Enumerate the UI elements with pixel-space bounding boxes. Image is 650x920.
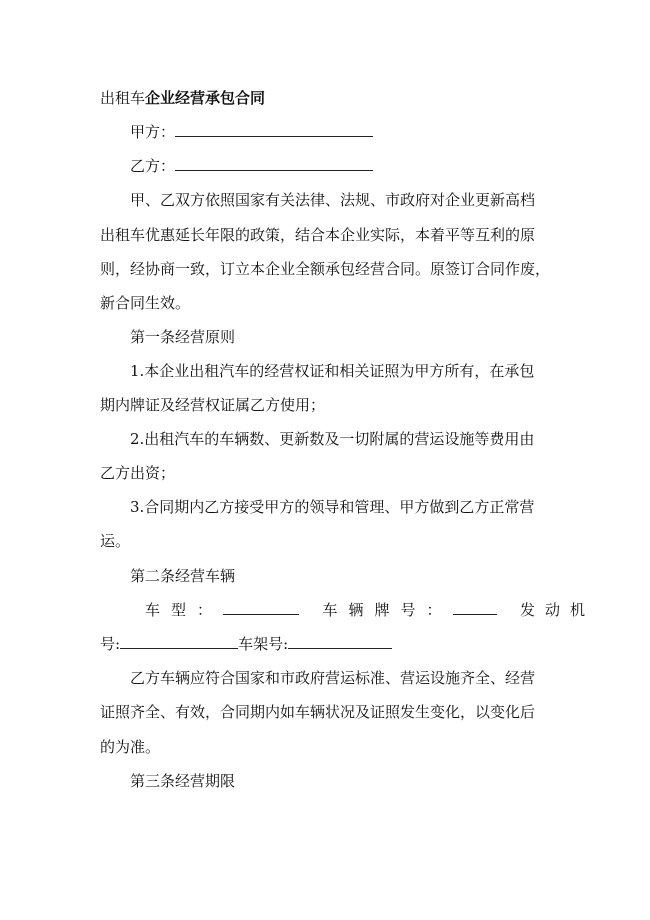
frame-number-blank[interactable]	[288, 634, 392, 649]
intro-line-4: 新合同生效。	[100, 294, 191, 312]
party-b-line	[130, 156, 373, 176]
vehicle-plate-blank[interactable]	[453, 600, 497, 615]
article-2-text-2: 证照齐全、有效，合同期内如车辆状况及证照发生变化，以变化后	[100, 703, 536, 721]
article-2-text-1: 乙方车辆应符合国家和市政府营运标准、营运设施齐全、经营	[130, 669, 536, 687]
engine-number-label: 发动机	[519, 601, 595, 619]
party-a-line	[130, 122, 373, 142]
frame-number-label: 车架号:	[238, 635, 289, 653]
article-1-item-1b: 期内牌证及经营权证属乙方使用；	[100, 396, 326, 414]
article-1-item-2b: 乙方出资；	[100, 464, 176, 482]
title-bold: 企业经营承包合同	[145, 89, 266, 107]
article-1-title: 第一条经营原则	[130, 328, 236, 346]
intro-line-2: 出租车优惠延长年限的政策，结合本企业实际，本着平等互利的原	[100, 226, 536, 244]
article-3-title: 第三条经营期限	[130, 772, 236, 790]
vehicle-line-1	[145, 600, 595, 620]
vehicle-model-label: 车型：	[145, 601, 224, 619]
engine-number-blank[interactable]	[120, 634, 238, 649]
article-1-item-1a: 1.本企业出租汽车的经营权证和相关证照为甲方所有，在承包	[130, 362, 535, 380]
party-b-label: 乙方：	[130, 157, 176, 175]
intro-line-3: 则，经协商一致，订立本企业全额承包经营合同。原签订合同作废，	[100, 260, 551, 278]
vehicle-line-2	[100, 634, 392, 654]
article-1-item-2a: 2.出租汽车的车辆数、更新数及一切附属的营运设施等费用由	[130, 430, 535, 448]
party-a-blank[interactable]	[175, 122, 373, 137]
article-1-item-3b: 运。	[100, 532, 131, 550]
article-1-item-3a: 3.合同期内乙方接受甲方的领导和管理、甲方做到乙方正常营	[130, 498, 535, 516]
engine-number-label-cont: 号:	[100, 635, 121, 653]
vehicle-model-blank[interactable]	[223, 600, 299, 615]
intro-line-1: 甲、乙双方依照国家有关法律、法规、市政府对企业更新高档	[130, 191, 536, 209]
party-b-blank[interactable]	[175, 156, 373, 171]
party-a-label: 甲方：	[130, 123, 176, 141]
article-2-text-3: 的为准。	[100, 738, 161, 756]
title-plain: 出租车	[100, 89, 146, 107]
document-title	[100, 88, 265, 108]
article-2-title: 第二条经营车辆	[130, 567, 236, 585]
vehicle-plate-label: 车辆牌号：	[322, 601, 453, 619]
